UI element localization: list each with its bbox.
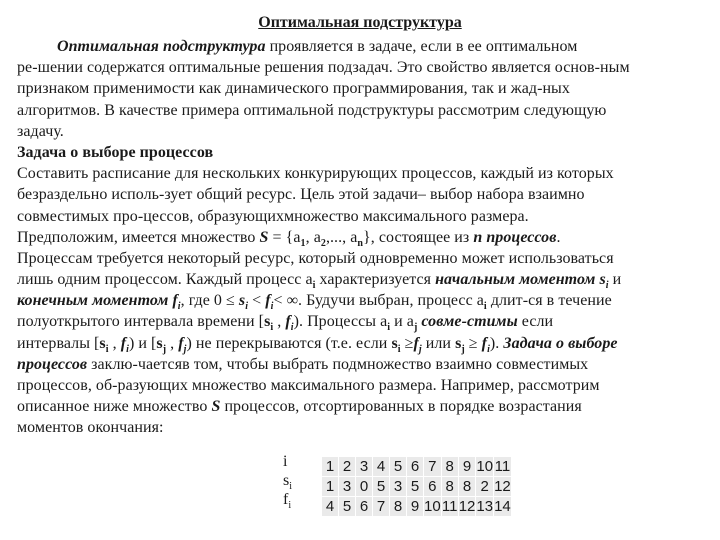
text-span: , [273, 313, 286, 331]
text-span: i [483, 301, 487, 313]
text-span: процессов, об-разующих множество максимального размера. Например, рассмотрим [17, 377, 600, 394]
text-line [17, 36, 709, 57]
text-span: заклю-чаетсяв том, чтобы выбрать подмножество взаимно совместимых [87, 355, 589, 373]
text-line [17, 78, 709, 99]
text-span: j [418, 343, 422, 355]
text-span: i [270, 322, 274, 334]
text-span: i [312, 280, 316, 292]
text-span: s [238, 292, 246, 310]
page-title: Оптимальная подструктура [258, 14, 462, 31]
text-span: j [183, 343, 187, 355]
text-line [17, 417, 709, 438]
text-span: или [421, 334, 456, 352]
table-cell: 6 [424, 477, 442, 497]
table-cell: 3 [339, 477, 356, 497]
text-span: , [166, 334, 179, 352]
text-span: и [608, 271, 622, 289]
text-span: n [357, 237, 364, 249]
text-span: = {a [268, 228, 301, 246]
text-span: 1 [300, 237, 306, 249]
text-span: f [178, 334, 184, 352]
text-span: характеризуется [315, 271, 436, 289]
table-cell: 3 [356, 457, 373, 477]
text-span: ). Процессы a [293, 313, 388, 331]
text-span: процессов [17, 355, 88, 373]
text-line [17, 269, 709, 290]
text-span: f [413, 334, 419, 352]
text-span: i [397, 343, 401, 355]
text-line [17, 248, 709, 269]
text-span: s [264, 313, 271, 331]
row-label [283, 452, 297, 471]
text-span: i [126, 343, 129, 355]
table-cell: 8 [390, 497, 407, 517]
text-span: 2 [320, 237, 326, 249]
table-cell: 7 [373, 497, 390, 517]
text-span: описанное ниже множество [17, 398, 212, 416]
text-span: i [605, 280, 609, 292]
text-span: ,..., a [325, 228, 358, 246]
text-span: S [259, 228, 269, 246]
text-span: f [120, 334, 127, 352]
table-row [322, 477, 512, 497]
table-cell: 2 [476, 477, 494, 497]
table-row [322, 457, 512, 477]
row-label-base: f [283, 491, 289, 508]
text-line [17, 227, 709, 248]
row-label [283, 471, 297, 493]
text-span: f [265, 292, 271, 310]
table-cell: 14 [494, 498, 511, 515]
table-cell: 13 [476, 498, 494, 515]
text-span: < [248, 292, 266, 310]
text-span: совместимых про-цессов, образующихмножество максимального размера. [17, 207, 529, 225]
text-span: Задача о выборе [503, 334, 618, 352]
row-label [283, 490, 297, 512]
text-span: Процессам требуется некоторый ресурс, который одновременно может использоваться [17, 249, 614, 267]
text-span: интервалы [ [17, 334, 100, 352]
table-cell: 6 [356, 497, 373, 517]
text-span: S [211, 398, 221, 416]
text-span: и a [390, 313, 414, 331]
row-label-sub: i [288, 500, 292, 512]
text-span: ) не перекрываются (т.е. если [186, 334, 392, 352]
text-line [17, 375, 709, 396]
row-label-sub: i [289, 481, 293, 493]
text-line [17, 142, 709, 163]
text-span: i [105, 343, 109, 355]
text-line [17, 311, 709, 332]
text-span: конечным моментом f [17, 292, 178, 310]
text-span: признаком применимости как динамического программирования, так и жад-ных [17, 80, 570, 98]
table-cell: 0 [356, 477, 373, 497]
table-cell: 5 [390, 457, 407, 477]
table-cell: 12 [458, 498, 476, 515]
text-span: ≥ [400, 334, 414, 352]
text-span: процессов, отсортированных в порядке возрастания [220, 398, 582, 416]
text-span: }, состоящее из [363, 228, 474, 246]
process-table [321, 456, 512, 517]
text-span: Задача о выборе процессов [17, 143, 214, 161]
text-line [17, 290, 709, 311]
text-span: i [270, 301, 274, 313]
text-span: Оптимальная подструктура [57, 38, 266, 55]
text-span: j [413, 322, 418, 334]
text-span: s [99, 334, 106, 352]
table-cell: 8 [458, 477, 476, 497]
table-cell: 9 [458, 457, 476, 477]
text-span: длит-ся в течение [486, 292, 612, 310]
table-cell: 4 [322, 497, 339, 517]
text-span: i [487, 343, 490, 355]
table-cell: 5 [373, 477, 390, 497]
text-span: i [177, 301, 181, 313]
text-line [17, 100, 709, 121]
table-cell: 9 [407, 497, 424, 517]
text-line [17, 184, 709, 205]
document-body [17, 36, 709, 439]
text-span: ). [489, 334, 504, 352]
row-label-base: i [283, 453, 288, 470]
text-span: ре-шении содержатся оптимальные решения подзадач. Это свойство является основ-ным [17, 59, 630, 77]
text-line [17, 121, 709, 142]
text-span: задачу. [17, 122, 64, 140]
text-span: n процессов [473, 228, 557, 246]
text-span: ) и [ [128, 334, 157, 352]
text-span: i [290, 322, 294, 334]
text-span: s [391, 334, 398, 352]
text-span: моментов окончания: [17, 419, 164, 437]
text-span: безраздельно исполь-зует общий ресурс. Цель этой задачи– выбор набора взаимно [17, 186, 585, 204]
table-cell: 11 [441, 498, 458, 515]
text-line [17, 57, 709, 78]
text-span: , a [305, 228, 321, 246]
table-cell: 3 [390, 477, 407, 497]
row-label-base: s [283, 472, 290, 489]
text-span: i [387, 322, 391, 334]
text-line [17, 206, 709, 227]
text-span: , где 0 ≤ [180, 292, 239, 310]
table-cell: 12 [494, 478, 511, 495]
text-span: начальным моментом s [435, 271, 606, 289]
text-line [17, 163, 709, 184]
text-line [17, 333, 709, 354]
text-line [17, 396, 709, 417]
table-cell: 7 [424, 457, 442, 477]
table-cell: 6 [407, 457, 424, 477]
text-span: . [556, 228, 561, 246]
table-cell: 11 [494, 458, 511, 475]
table-cell: 5 [339, 497, 356, 517]
text-span: j [461, 343, 465, 355]
table-cell: 10 [424, 498, 441, 515]
text-span: s [156, 334, 163, 352]
text-span: , [108, 334, 121, 352]
text-span: лишь одним процессом. Каждый процесс a [17, 271, 313, 289]
text-span: полуоткрытого интервала времени [ [17, 313, 265, 331]
text-span: f [481, 334, 488, 352]
text-line [17, 354, 709, 375]
text-span: j [162, 343, 167, 355]
text-span: если [517, 313, 554, 331]
table-cell: 1 [322, 477, 339, 497]
row-labels [283, 452, 297, 512]
table-cell: 4 [373, 457, 390, 477]
text-span: проявляется в задаче, если в ее оптимальном [265, 38, 578, 55]
text-span: совме-стимы [421, 313, 518, 331]
text-span: s [455, 334, 462, 352]
table-cell: 1 [322, 457, 339, 477]
text-span: алгоритмов. В качестве примера оптимальной подструктуры рассмотрим следующую [17, 101, 607, 119]
table-cell: 10 [476, 458, 494, 475]
table-cell: 2 [339, 457, 356, 477]
table-cell: 8 [441, 457, 458, 477]
table-row [322, 497, 512, 517]
text-span: Предположим, имеется множество [17, 228, 260, 246]
text-span: ≥ [464, 334, 482, 352]
text-span: < ∞. Будучи выбран, процесс a [273, 292, 484, 310]
table-cell: 8 [441, 477, 458, 497]
text-span: f [285, 313, 291, 331]
text-span: Составить расписание для нескольких конкурирующих процессов, каждый из которых [17, 165, 614, 183]
table-cell: 5 [407, 477, 424, 497]
text-span: i [245, 301, 249, 313]
